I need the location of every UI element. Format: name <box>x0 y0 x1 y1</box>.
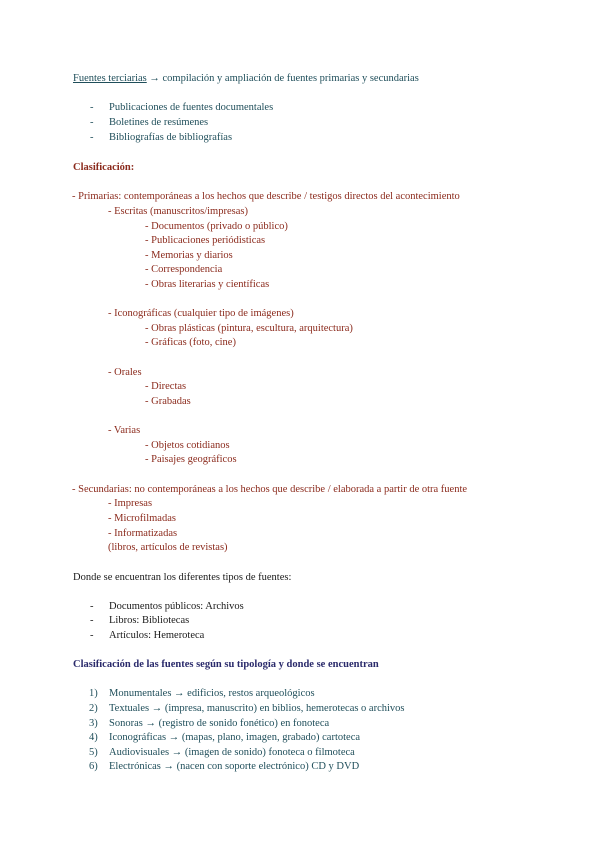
bullet: - <box>90 102 94 113</box>
varias-title: - Varias <box>108 425 141 436</box>
secundarias-title: - Secundarias: no contemporáneas a los hechos que describe / elaborada a partir de otra fuente <box>72 484 468 495</box>
item-number: 6) <box>89 761 98 772</box>
secundarias-item: - Informatizadas <box>108 528 178 539</box>
iconograficas-item: - Obras plásticas (pintura, escultura, arquitectura) <box>145 323 353 334</box>
bullet: - <box>90 615 94 626</box>
escritas-item: - Correspondencia <box>145 264 223 275</box>
donde-item-text: Libros: Bibliotecas <box>109 615 190 626</box>
iconograficas-item: - Gráficas (foto, cine) <box>145 337 236 348</box>
escritas-item: - Obras literarias y científicas <box>145 279 270 290</box>
escritas-item: - Publicaciones periódisticas <box>145 235 266 246</box>
bullet: - <box>90 132 94 143</box>
tipologia-item-text: Monumentales → edificios, restos arqueológicos <box>109 688 315 699</box>
item-number: 5) <box>89 747 98 758</box>
terciarias-term: Fuentes terciarias <box>73 73 147 84</box>
secundarias-item: (libros, artículos de revistas) <box>108 542 228 553</box>
tipologia-item-text: Sonoras → (registro de sonido fonético) en fonoteca <box>109 718 330 729</box>
item-number: 4) <box>89 732 98 743</box>
clasificacion-heading: Clasificación: <box>73 162 135 173</box>
bullet: - <box>90 601 94 612</box>
tipologia-item-text: Electrónicas → (nacen con soporte electrónico) CD y DVD <box>109 761 360 772</box>
tipologia-heading: Clasificación de las fuentes según su tipología y donde se encuentran <box>73 659 379 670</box>
varias-item: - Paisajes geográficos <box>145 454 237 465</box>
secundarias-item: - Microfilmadas <box>108 513 176 524</box>
tipologia-item-text: Audiovisuales → (imagen de sonido) fonoteca o filmoteca <box>109 747 355 758</box>
terciarias-line <box>73 72 419 86</box>
bullet: - <box>90 630 94 641</box>
tipologia-item-text: Iconográficas → (mapas, plano, imagen, grabado) cartoteca <box>109 732 361 743</box>
orales-item: - Directas <box>145 381 187 392</box>
donde-item-text: Artículos: Hemeroteca <box>109 630 205 641</box>
secundarias-item: - Impresas <box>108 498 153 509</box>
bullet: - <box>90 117 94 128</box>
varias-item: - Objetos cotidianos <box>145 440 230 451</box>
escritas-title: - Escritas (manuscritos/impresas) <box>108 206 248 217</box>
orales-title: - Orales <box>108 367 142 378</box>
item-number: 1) <box>89 688 98 699</box>
primarias-title: - Primarias: contemporáneas a los hechos que describe / testigos directos del acontecimiento <box>72 191 460 202</box>
terciarias-item-text: Publicaciones de fuentes documentales <box>109 102 274 113</box>
orales-item: - Grabadas <box>145 396 191 407</box>
tipologia-item-text: Textuales → (impresa, manuscrito) en biblios, hemerotecas o archivos <box>109 703 405 714</box>
escritas-item: - Documentos (privado o público) <box>145 221 288 232</box>
iconograficas-title: - Iconográficas (cualquier tipo de imágenes) <box>108 308 294 319</box>
item-number: 2) <box>89 703 98 714</box>
escritas-item: - Memorias y diarios <box>145 250 233 261</box>
terciarias-item-text: Boletines de resúmenes <box>109 117 209 128</box>
donde-item-text: Documentos públicos: Archivos <box>109 601 244 612</box>
item-number: 3) <box>89 718 98 729</box>
terciarias-item-text: Bibliografías de bibliografías <box>109 132 233 143</box>
donde-intro: Donde se encuentran los diferentes tipos de fuentes: <box>73 572 292 583</box>
terciarias-desc: → compilación y ampliación de fuentes primarias y secundarias <box>146 73 419 84</box>
